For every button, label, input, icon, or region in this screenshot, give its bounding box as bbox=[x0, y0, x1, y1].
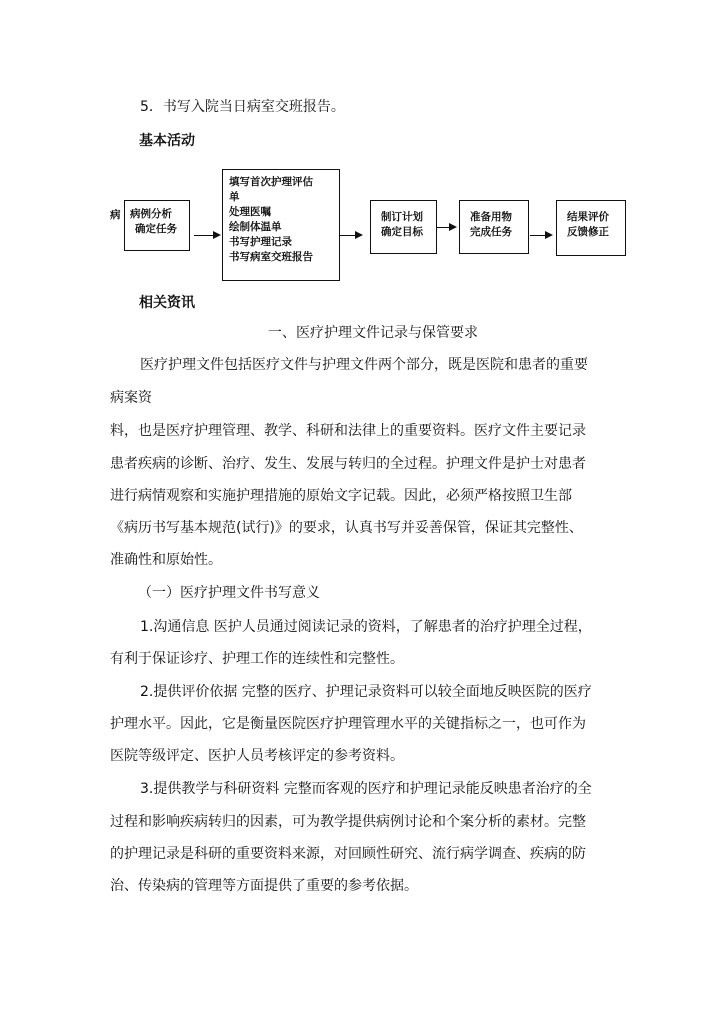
flow-box-evaluate bbox=[556, 200, 626, 256]
flow-box-line: 完成任务 bbox=[470, 226, 512, 238]
flow-box-line: 书写病室交班报告 bbox=[229, 251, 313, 263]
paragraph-line: 1.沟通信息 医护人员通过阅读记录的资料，了解患者的治疗护理全过程， bbox=[140, 619, 592, 635]
paragraph-line: 医院等级评定、医护人员考核评定的参考资料。 bbox=[110, 748, 404, 764]
flow-box-analysis bbox=[124, 200, 190, 251]
flow-box-line: 绘制体温单 bbox=[229, 221, 282, 233]
flow-box-line: 结果评价 bbox=[567, 211, 609, 223]
paragraph-line: 医疗护理文件包括医疗文件与护理文件两个部分，既是医院和患者的重要 bbox=[140, 357, 588, 373]
step-5-text: 5．书写入院当日病室交班报告。 bbox=[140, 99, 345, 115]
flow-box-plan bbox=[370, 200, 437, 254]
flow-arrow-head bbox=[545, 231, 553, 239]
paragraph-line: 进行病情观察和实施护理措施的原始文字记载。因此，必须严格按照卫生部 bbox=[110, 488, 572, 504]
flow-box-line: 确定目标 bbox=[381, 226, 423, 238]
flow-arrow-head bbox=[355, 231, 363, 239]
paragraph-line: 护理水平。因此，它是衡量医院医疗护理管理水平的关键指标之一，也可作为 bbox=[110, 716, 586, 732]
flow-arrow-head bbox=[213, 231, 221, 239]
flow-arrow bbox=[530, 235, 546, 236]
paragraph-line: 有利于保证诊疗、护理工作的连续性和完整性。 bbox=[110, 651, 404, 667]
flow-box-records bbox=[222, 169, 340, 281]
paragraph-line: 2.提供评价依据 完整的医疗、护理记录资料可以较全面地反映医院的医疗 bbox=[140, 684, 592, 700]
flow-box-line: 病例分析 bbox=[130, 208, 172, 220]
paragraph-line: 的护理记录是科研的重要资料来源，对回顾性研究、流行病学调查、疾病的防 bbox=[110, 846, 586, 862]
paragraph-line: 料，也是医疗护理管理、教学、科研和法律上的重要资料。医疗文件主要记录 bbox=[110, 423, 586, 439]
flow-arrow bbox=[340, 235, 356, 236]
flow-box-line: 准备用物 bbox=[470, 211, 512, 223]
flow-box-line: 反馈修正 bbox=[567, 226, 609, 238]
info-heading: 相关资讯 bbox=[139, 295, 195, 311]
flow-arrow bbox=[194, 235, 214, 236]
activity-heading: 基本活动 bbox=[139, 133, 195, 149]
flow-box-line: 填写首次护理评估 bbox=[229, 176, 313, 188]
flow-box-prepare bbox=[459, 200, 529, 254]
flow-arrow-head bbox=[449, 223, 457, 231]
flow-box-line: 制订计划 bbox=[381, 211, 423, 223]
section-title: 一、医疗护理文件记录与保管要求 bbox=[268, 325, 478, 341]
paragraph-line: 《病历书写基本规范(试行)》的要求，认真书写并妥善保管，保证其完整性、 bbox=[110, 520, 583, 536]
paragraph-line: 过程和影响疾病转归的因素，可为教学提供病例讨论和个案分析的素材。完整 bbox=[110, 814, 586, 830]
flow-box-line: 处理医嘱 bbox=[229, 206, 271, 218]
sub-heading: （一）医疗护理文件书写意义 bbox=[138, 585, 320, 601]
flow-left-char: 病 bbox=[110, 209, 121, 221]
paragraph-line: 患者疾病的诊断、治疗、发生、发展与转归的全过程。护理文件是护士对患者 bbox=[110, 456, 586, 472]
flow-box-line: 书写护理记录 bbox=[229, 236, 292, 248]
paragraph-line: 3.提供教学与科研资料 完整而客观的医疗和护理记录能反映患者治疗的全 bbox=[140, 781, 592, 797]
paragraph-line: 准确性和原始性。 bbox=[110, 552, 222, 568]
paragraph-line: 治、传染病的管理等方面提供了重要的参考依据。 bbox=[110, 878, 418, 894]
flow-box-line: 单 bbox=[229, 191, 240, 203]
flow-box-line: 确定任务 bbox=[135, 223, 177, 235]
paragraph-line: 病案资 bbox=[110, 390, 152, 406]
